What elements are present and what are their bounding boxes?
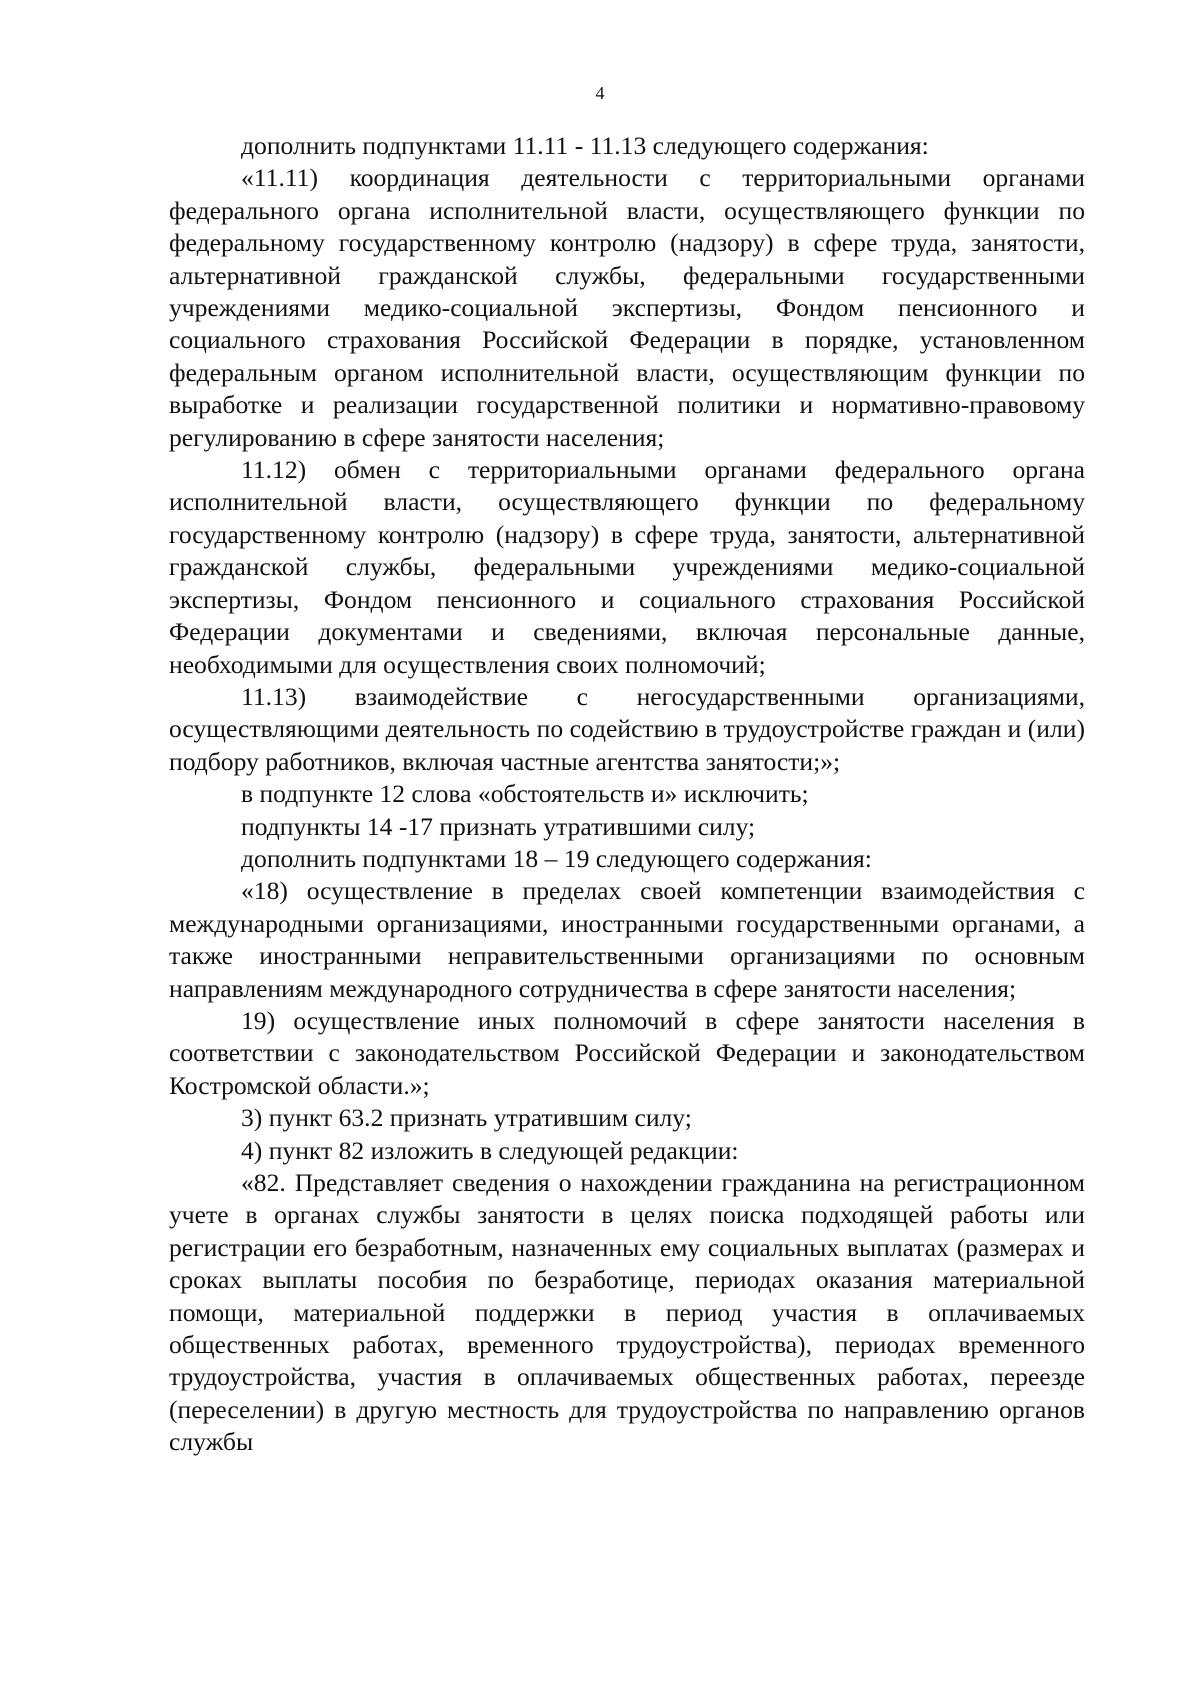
- paragraph-1: дополнить подпунктами 11.11 - 11.13 следующего содержания:: [241, 131, 929, 160]
- paragraph-4: 11.13) взаимодействие с негосударственными организациями, осуществляющими деятельность по содействию в трудоустройстве граждан и (или) подбору работников, включая частные агентства занятости;»;: [169, 681, 1085, 776]
- paragraph-7: дополнить подпунктами 18 – 19 следующего содержания:: [241, 843, 872, 873]
- paragraph-2: «11.11) координация деятельности с территориальными органами федерального органа исполнительной власти, осуществляющего функции по федеральному государственному контролю (надзору) в сфере труда, занятости, альтернативной гражданской службы, федеральными государственными учреждениями медико-социальной экспертизы, Фондом пенсионного и социального страхования Российской Федерации в порядке, установленном федеральным органом исполнительной власти, осуществляющим функции по выработке и реализации государственной политики и нормативно-правовому регулированию в сфере занятости населения;: [169, 163, 1085, 452]
- paragraph-10: 3) пункт 63.2 признать утратившим силу;: [241, 1103, 692, 1133]
- paragraph-11: 4) пункт 82 изложить в следующей редакции:: [241, 1135, 739, 1165]
- page-number: 4: [595, 83, 605, 103]
- paragraph-9: 19) осуществление иных полномочий в сфере занятости населения в соответствии с законодательством Российской Федерации и законодательством Костромской области.»;: [169, 1005, 1085, 1100]
- paragraph-3: 11.12) обмен с территориальными органами федерального органа исполнительной власти, осуществляющего функции по федеральному государственному контролю (надзору) в сфере труда, занятости, альтернативной гражданской службы, федеральными учреждениями медико-социальной экспертизы, Фондом пенсионного и социального страхования Российской Федерации документами и сведениями, включая персональные данные, необходимыми для осуществления своих полномочий;: [169, 455, 1085, 679]
- paragraph-8: «18) осуществление в пределах своей компетенции взаимодействия с международными организациями, иностранными государственными органами, а также иностранными неправительственными организациями по основным направлениям международного сотрудничества в сфере занятости населения;: [169, 876, 1085, 1003]
- paragraph-6: подпункты 14 -17 признать утратившими силу;: [241, 811, 756, 841]
- paragraph-5: в подпункте 12 слова «обстоятельств и» исключить;: [241, 779, 809, 809]
- document-body: [169, 130, 1085, 1459]
- paragraph-12: «82. Представляет сведения о нахождении гражданина на регистрационном учете в органах службы занятости в целях поиска подходящей работы или регистрации его безработным, назначенных ему социальных выплатах (размерах и сроках выплаты пособия по безработице, периодах оказания материальной помощи, материальной поддержки в период участия в оплачиваемых общественных работах, временного трудоустройства), периодах временного трудоустройства, участия в оплачиваемых общественных работах, переезде (переселении) в другую местность для трудоустройства по направлению органов службы: [169, 1168, 1085, 1457]
